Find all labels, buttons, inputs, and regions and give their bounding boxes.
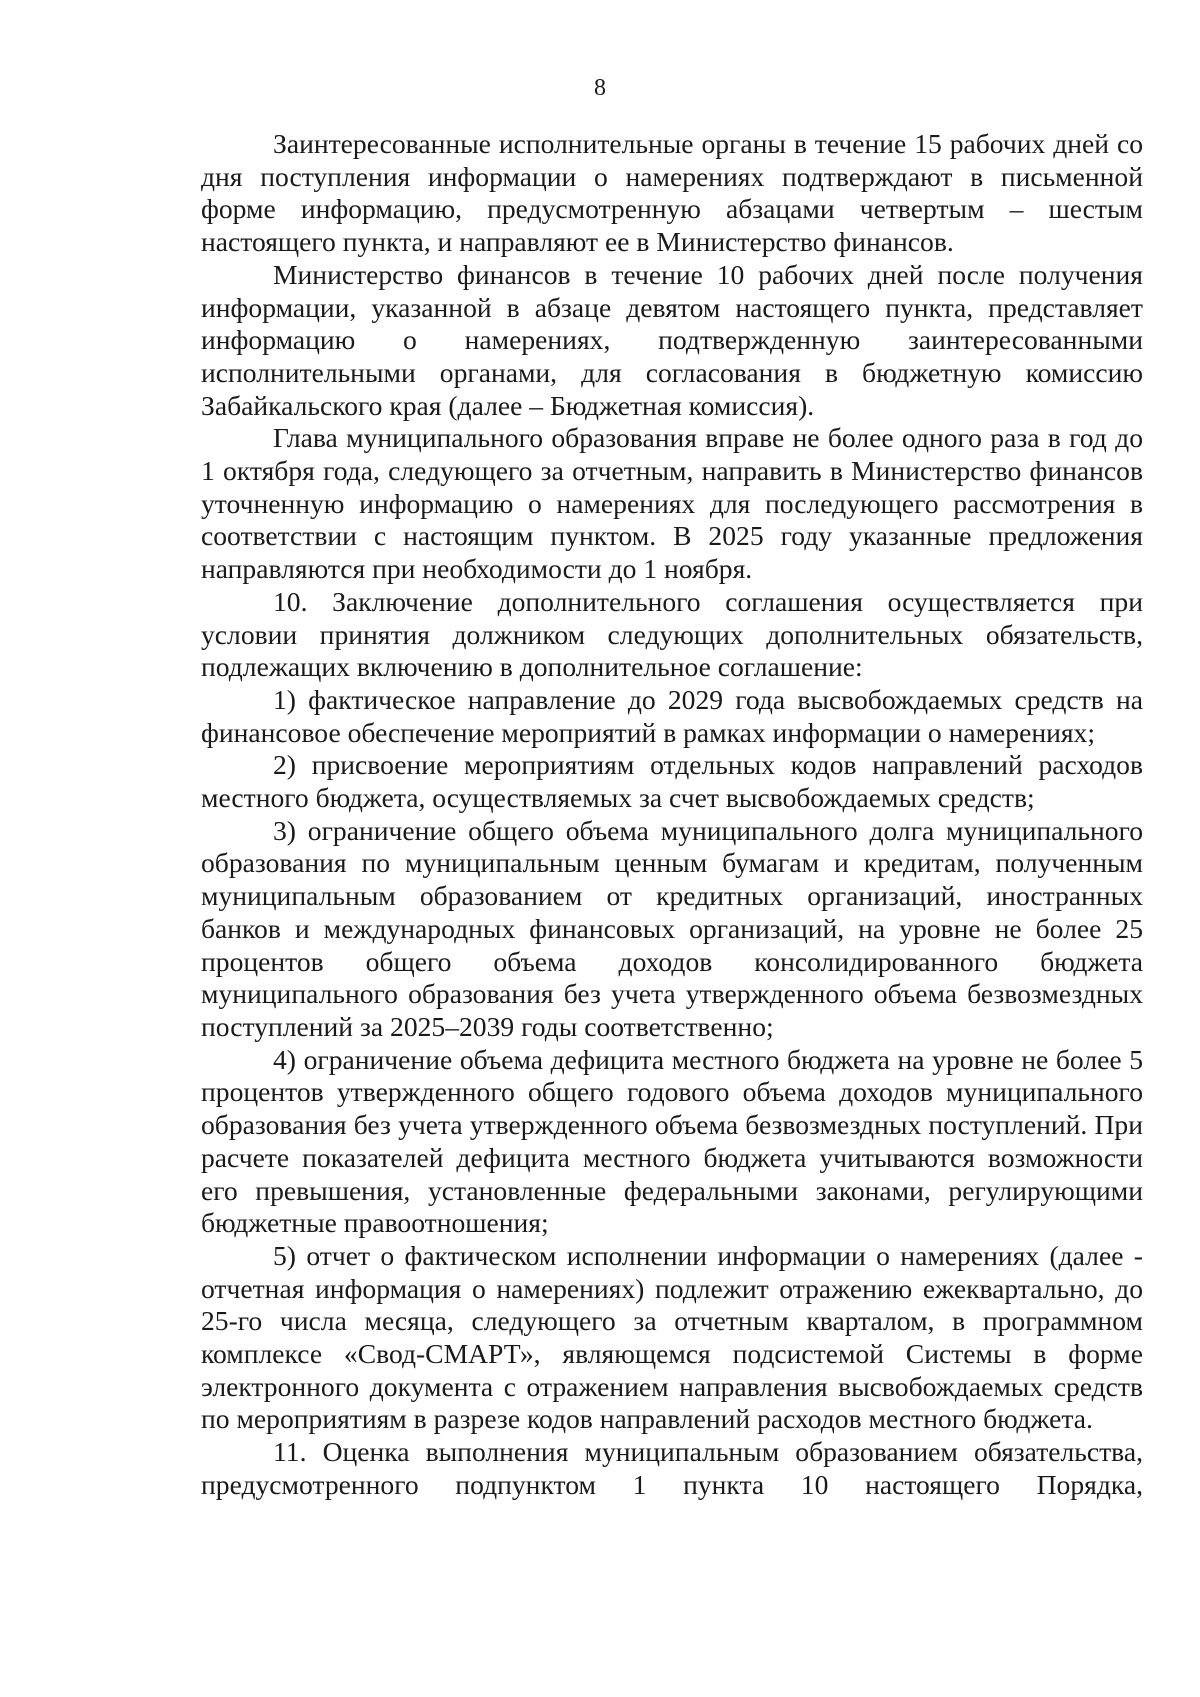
subitem-3: 3) ограничение общего объема муниципального долга муниципального образования по муниципальным ценным бумагам и кредитам, полученным муниципальным образованием от кредитных организаций, иностранных банков и международных финансовых организаций, на уровне не более 25 процентов общего объема доходов консолидированного бюджета муниципального образования без учета утвержденного объема безвозмездных поступлений за 2025–2039 годы соответственно; [201,814,1143,1042]
paragraph-interested-bodies: Заинтересованные исполнительные органы в течение 15 рабочих дней со дня поступления информации о намерениях подтверждают в письменной форме информацию, предусмотренную абзацами четвертым – шестым настоящего пункта, и направляют ее в Министерство финансов. [201,128,1143,258]
subitem-1: 1) фактическое направление до 2029 года высвобождаемых средств на финансовое обеспечение мероприятий в рамках информации о намерениях; [201,683,1143,748]
subitem-4: 4) ограничение объема дефицита местного бюджета на уровне не более 5 процентов утвержденного общего годового объема доходов муниципального образования без учета утвержденного объема безвозмездных поступлений. При расчете показателей дефицита местного бюджета учитываются возможности его превышения, установленные федеральными законами, регулирующими бюджетные правоотношения; [201,1043,1143,1239]
paragraph-municipal-head: Глава муниципального образования вправе не более одного раза в год до 1 октября года, следующего за отчетным, направить в Министерство финансов уточненную информацию о намерениях для последующего рассмотрения в соответствии с настоящим пунктом. В 2025 году указанные предложения направляются при необходимости до 1 ноября. [201,422,1143,585]
document-body [201,128,1143,1502]
paragraph-ministry-of-finance: Министерство финансов в течение 10 рабочих дней после получения информации, указанной в абзаце девятом настоящего пункта, представляет информацию о намерениях, подтвержденную заинтересованными исполнительными органами, для согласования в бюджетную комиссию Забайкальского края (далее – Бюджетная комиссия). [201,258,1143,421]
subitem-2: 2) присвоение мероприятиям отдельных кодов направлений расходов местного бюджета, осуществляемых за счет высвобождаемых средств; [201,749,1143,814]
page-number: 8 [594,75,606,101]
paragraph-item-10: 10. Заключение дополнительного соглашения осуществляется при условии принятия должником следующих дополнительных обязательств, подлежащих включению в дополнительное соглашение: [201,585,1143,683]
subitem-5: 5) отчет о фактическом исполнении информации о намерениях (далее - отчетная информация о намерениях) подлежит отражению ежеквартально, до 25-го числа месяца, следующего за отчетным кварталом, в программном комплексе «Свод-СМАРТ», являющемся подсистемой Системы в форме электронного документа с отражением направления высвобождаемых средств по мероприятиям в разрезе кодов направлений расходов местного бюджета. [201,1239,1143,1435]
paragraph-item-11: 11. Оценка выполнения муниципальным образованием обязательства, предусмотренного подпунктом 1 пункта 10 настоящего Порядка, [201,1436,1143,1500]
